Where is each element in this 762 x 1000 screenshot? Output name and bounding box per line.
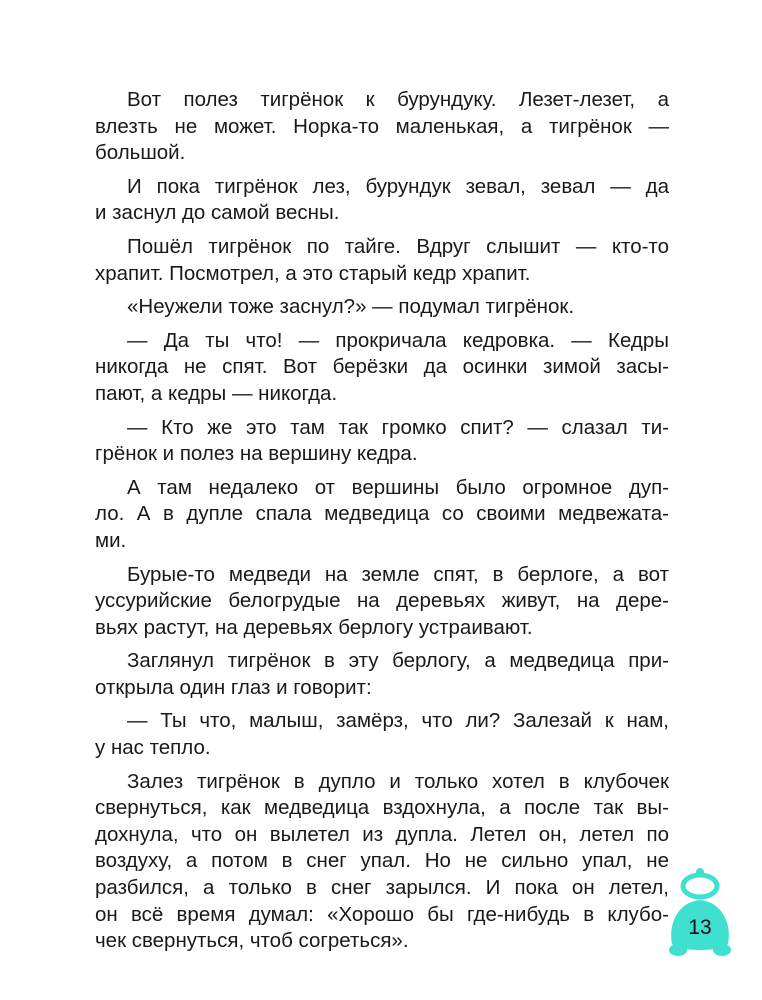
text-line: чек свернуться, чтоб согреться». <box>95 929 409 953</box>
paragraph <box>95 562 669 642</box>
page-number-badge <box>664 866 736 966</box>
text-line: ми. <box>95 528 127 552</box>
text-line: он всё время думал: «Хорошо бы где-нибудь в клубо- <box>95 902 669 926</box>
paragraph <box>95 328 669 408</box>
text-line: А там недалеко от вершины было огромное дуп- <box>127 475 669 499</box>
text-line: — Ты что, малыш, замёрз, что ли? Залезай к нам, <box>127 709 669 733</box>
paragraph <box>95 648 669 701</box>
text-line: большой. <box>95 141 186 165</box>
text-line: у нас тепло. <box>95 736 211 760</box>
text-line: Пошёл тигрёнок по тайге. Вдруг слышит — кто-то <box>127 234 669 258</box>
paragraph <box>95 87 669 167</box>
text-line: никогда не спят. Вот берёзки да осинки зимой засы- <box>95 355 669 379</box>
text-line: свернуться, как медведица вздохнула, а после так вы- <box>95 796 669 820</box>
text-line: пают, а кедры — никогда. <box>95 381 338 405</box>
text-line: Бурые-то медведи на земле спят, в берлоге, а вот <box>127 562 669 586</box>
text-line: открыла один глаз и говорит: <box>95 675 372 699</box>
text-line: — Да ты что! — прокричала кедровка. — Кедры <box>127 328 669 352</box>
text-line: разбился, а только в снег зарылся. И пока он летел, <box>95 876 669 900</box>
text-line: «Неужели тоже заснул?» — подумал тигрёнок. <box>127 295 575 319</box>
text-line: вьях растут, на деревьях берлогу устраивают. <box>95 615 533 639</box>
paragraph <box>95 769 669 955</box>
text-line: И пока тигрёнок лез, бурундук зевал, зевал — да <box>127 174 669 198</box>
paragraph <box>95 475 669 555</box>
text-line: Заглянул тигрёнок в эту берлогу, а медведица при- <box>127 649 669 673</box>
page-number: 13 <box>688 916 712 939</box>
text-line: Залез тигрёнок в дупло и только хотел в клубочек <box>127 769 669 793</box>
paragraph <box>95 708 669 761</box>
text-line: дохнула, что он вылетел из дупла. Летел он, летел по <box>95 822 669 846</box>
text-line: уссурийские белогрудые на деревьях живут, на дере- <box>95 589 669 613</box>
text-line: воздуху, а потом в снег упал. Но не сильно упал, не <box>95 849 669 873</box>
paragraph <box>95 294 669 321</box>
page-text <box>95 87 669 962</box>
text-line: и заснул до самой весны. <box>95 201 340 225</box>
text-line: — Кто же это там так громко спит? — слазал ти- <box>127 415 669 439</box>
text-line: влезть не может. Норка-то маленькая, а тигрёнок — <box>95 114 669 138</box>
paragraph <box>95 174 669 227</box>
paragraph <box>95 415 669 468</box>
paragraph <box>95 234 669 287</box>
text-line: ло. А в дупле спала медведица со своими медвежата- <box>95 502 669 526</box>
text-line: храпит. Посмотрел, а это старый кедр храпит. <box>95 261 531 285</box>
text-line: грёнок и полез на вершину кедра. <box>95 442 418 466</box>
text-line: Вот полез тигрёнок к бурундуку. Лезет-лезет, а <box>127 88 669 111</box>
